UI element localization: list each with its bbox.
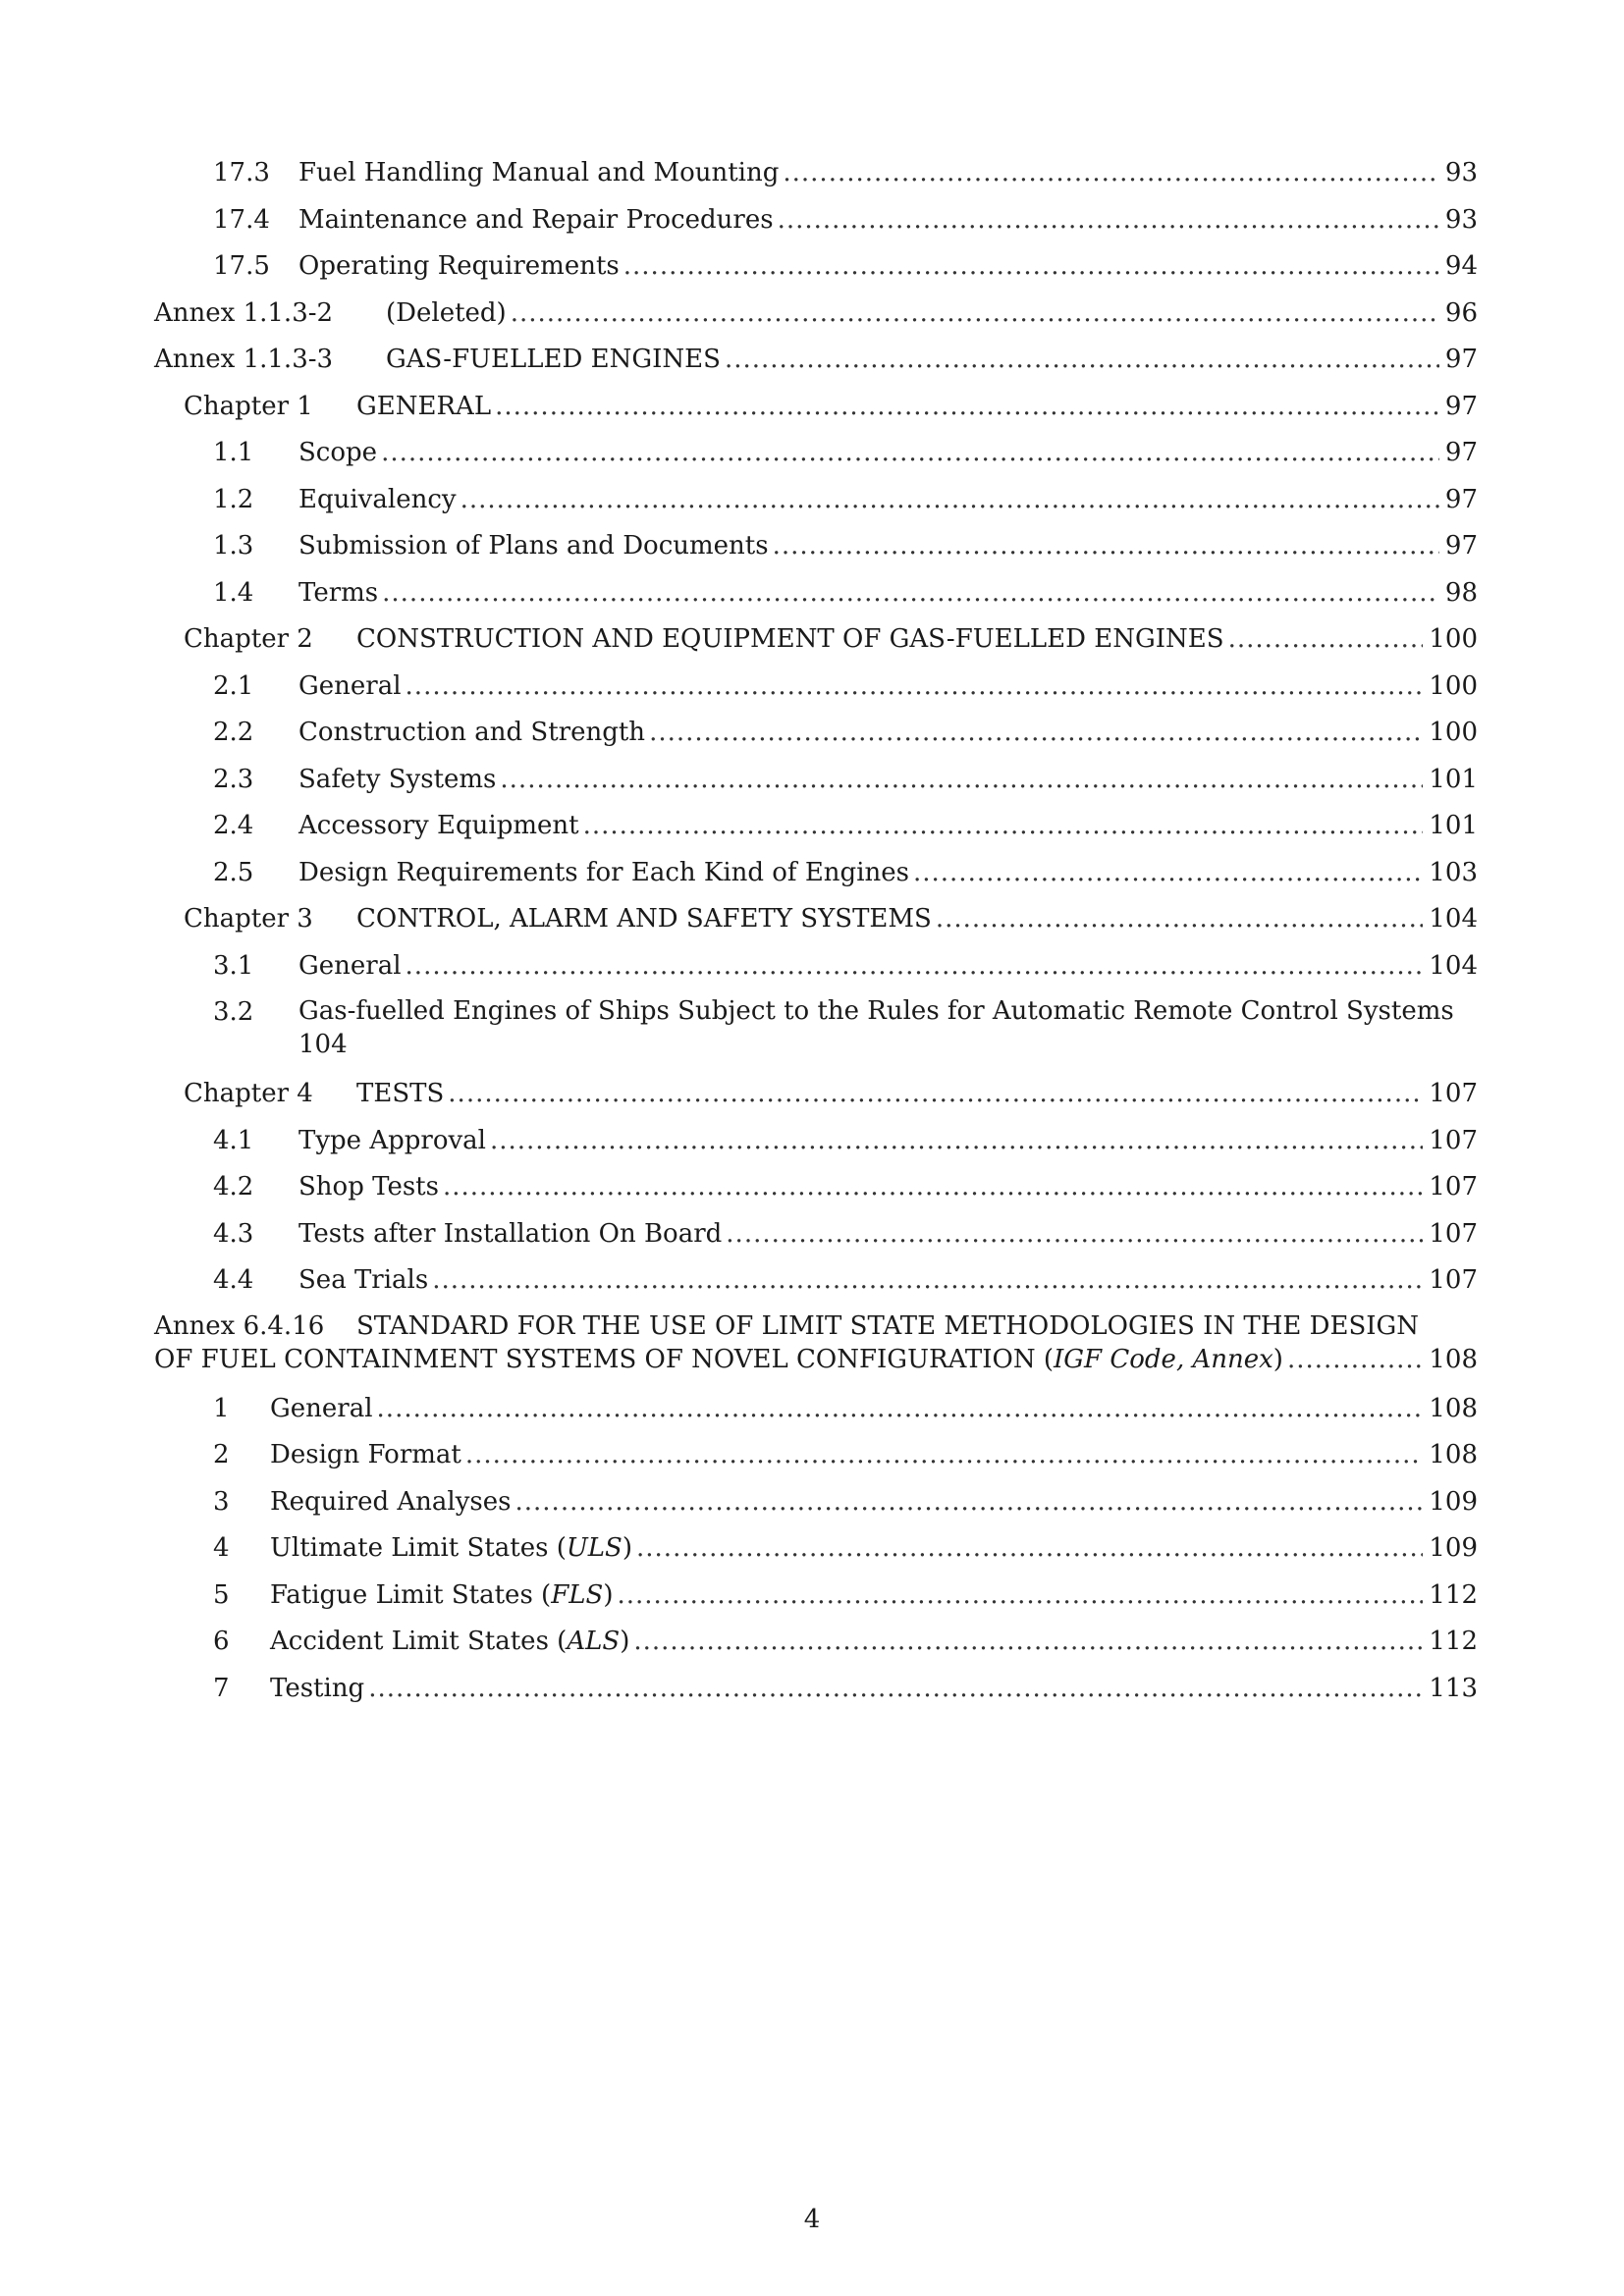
page-number: 4 xyxy=(803,2205,821,2234)
entry-number: 2.2 xyxy=(213,718,254,747)
entry-page: 107 xyxy=(1429,1125,1478,1155)
entry-page: 97 xyxy=(1444,484,1478,514)
dot-leader xyxy=(1287,1343,1423,1376)
dot-leader xyxy=(490,1123,1423,1158)
toc-entry[interactable] xyxy=(154,1622,1478,1669)
dot-leader xyxy=(432,1262,1423,1298)
dot-leader xyxy=(725,342,1439,377)
entry-page: 97 xyxy=(1444,531,1478,561)
entry-title: Construction and Strength xyxy=(298,718,646,747)
toc-entry-annex[interactable] xyxy=(154,294,1478,341)
entry-page: 112 xyxy=(1429,1627,1478,1656)
entry-title-italic: ALS xyxy=(567,1627,621,1656)
entry-number: 6 xyxy=(213,1627,230,1656)
entry-title-italic: ULS xyxy=(566,1533,623,1563)
entry-title: Sea Trials xyxy=(298,1265,429,1295)
entry-page: 104 xyxy=(1429,950,1478,981)
entry-number: 4.2 xyxy=(213,1172,254,1201)
toc-entry[interactable] xyxy=(154,433,1478,480)
entry-page: 93 xyxy=(1444,204,1478,235)
entry-title: General xyxy=(298,950,402,981)
entry-title-italic: IGF Code, Annex xyxy=(1054,1344,1273,1374)
entry-title-close: ) xyxy=(603,1579,614,1610)
entry-title-close: ) xyxy=(1272,1344,1283,1374)
dot-leader xyxy=(465,1437,1424,1472)
toc-entry[interactable] xyxy=(154,1575,1478,1623)
entry-title: Scope xyxy=(298,438,378,467)
dot-leader xyxy=(623,248,1439,284)
entry-title: Terms xyxy=(298,577,379,608)
entry-title-italic: FLS xyxy=(551,1579,604,1610)
entry-number: 4.4 xyxy=(213,1265,254,1295)
entry-page: 104 xyxy=(1429,904,1478,934)
dot-leader xyxy=(726,1216,1423,1252)
toc-entry-annex[interactable] xyxy=(154,1308,1478,1389)
dot-leader xyxy=(649,715,1423,750)
entry-number: Chapter 3 xyxy=(184,904,313,934)
entry-title: CONSTRUCTION AND EQUIPMENT OF GAS-FUELLED ENGINES xyxy=(356,624,1224,654)
dot-leader xyxy=(617,1577,1423,1613)
toc-entry[interactable] xyxy=(154,946,1478,993)
entry-number: 3 xyxy=(213,1486,230,1517)
entry-title-line1: STANDARD FOR THE USE OF LIMIT STATE METHODOLOGIES IN THE DESIGN xyxy=(356,1310,1420,1341)
entry-title: General xyxy=(270,1393,373,1423)
dot-leader xyxy=(783,155,1439,190)
entry-number: 7 xyxy=(213,1673,230,1703)
entry-number: Chapter 1 xyxy=(184,391,313,421)
entry-number: 2.4 xyxy=(213,811,254,840)
entry-page: 107 xyxy=(1429,1218,1478,1249)
entry-number: Annex 1.1.3-2 xyxy=(154,297,334,328)
entry-title: TESTS xyxy=(356,1079,445,1108)
toc-entry[interactable] xyxy=(154,667,1478,714)
entry-number: 2.1 xyxy=(213,670,254,701)
toc-entry-annex[interactable] xyxy=(154,340,1478,387)
entry-title: Operating Requirements xyxy=(298,251,620,281)
dot-leader xyxy=(500,762,1423,797)
entry-number: 3.2 xyxy=(213,997,254,1027)
entry-page: 113 xyxy=(1429,1673,1478,1703)
dot-leader xyxy=(636,1530,1423,1566)
entry-title: (Deleted) xyxy=(386,297,507,328)
toc-entry-chapter[interactable] xyxy=(154,899,1478,946)
entry-title-close: ) xyxy=(622,1533,633,1563)
entry-number: 1.2 xyxy=(213,484,254,514)
entry-title: GAS-FUELLED ENGINES xyxy=(386,345,721,374)
entry-title: Design Format xyxy=(270,1440,461,1469)
entry-title: Maintenance and Repair Procedures xyxy=(298,204,774,235)
entry-page: 100 xyxy=(1429,624,1478,654)
toc-entry[interactable] xyxy=(154,1214,1478,1261)
entry-title: Submission of Plans and Documents xyxy=(298,531,769,561)
entry-title: Accident Limit States ( xyxy=(270,1627,568,1656)
entry-page: 100 xyxy=(1429,670,1478,701)
dot-leader xyxy=(778,202,1439,238)
toc-entry[interactable] xyxy=(154,480,1478,527)
entry-title: Fuel Handling Manual and Mounting xyxy=(298,158,780,187)
entry-title: Tests after Installation On Board xyxy=(298,1218,723,1249)
dot-leader xyxy=(913,855,1423,890)
entry-page: 112 xyxy=(1429,1579,1478,1610)
entry-title: Safety Systems xyxy=(298,764,497,794)
entry-page: 103 xyxy=(1429,857,1478,887)
toc-entry-chapter[interactable] xyxy=(154,619,1478,667)
toc-entry[interactable] xyxy=(154,713,1478,760)
entry-page: 108 xyxy=(1429,1393,1478,1423)
entry-page: 104 xyxy=(298,1030,348,1059)
entry-title-line2: OF FUEL CONTAINMENT SYSTEMS OF NOVEL CONFIGURATION ( xyxy=(154,1344,1055,1374)
toc-entry[interactable] xyxy=(154,760,1478,807)
entry-title: Shop Tests xyxy=(298,1172,439,1201)
entry-number: 17.5 xyxy=(213,251,270,281)
toc-entry[interactable] xyxy=(154,1528,1478,1575)
toc-entry[interactable] xyxy=(154,806,1478,853)
dot-leader xyxy=(406,668,1424,704)
toc-entry[interactable] xyxy=(154,853,1478,900)
entry-page: 93 xyxy=(1444,158,1478,187)
toc-entry[interactable] xyxy=(154,1435,1478,1482)
entry-title: GENERAL xyxy=(356,391,492,421)
entry-title: Testing xyxy=(270,1673,365,1703)
entry-number: 17.3 xyxy=(213,158,270,187)
entry-title: Design Requirements for Each Kind of Engines xyxy=(298,857,909,887)
toc-entry[interactable] xyxy=(154,1669,1478,1716)
dot-leader xyxy=(495,389,1439,424)
dot-leader xyxy=(448,1076,1423,1111)
entry-page: 107 xyxy=(1429,1079,1478,1108)
entry-title: Accessory Equipment xyxy=(298,811,579,840)
entry-number: 17.4 xyxy=(213,204,270,235)
entry-title: Gas-fuelled Engines of Ships Subject to the Rules for Automatic Remote Control Systems xyxy=(298,996,1454,1026)
toc-entry[interactable] xyxy=(154,1260,1478,1308)
entry-page: 109 xyxy=(1429,1486,1478,1517)
toc-entry[interactable] xyxy=(154,1121,1478,1168)
entry-number: Annex 1.1.3-3 xyxy=(154,345,334,374)
entry-page: 98 xyxy=(1444,577,1478,608)
dot-leader xyxy=(936,901,1424,936)
entry-number: 1 xyxy=(213,1393,230,1423)
entry-title: Required Analyses xyxy=(270,1486,512,1517)
entry-page: 101 xyxy=(1429,811,1478,840)
entry-title: Type Approval xyxy=(298,1125,486,1155)
dot-leader xyxy=(460,482,1439,517)
entry-number: 1.4 xyxy=(213,577,254,608)
toc-entry[interactable] xyxy=(154,153,1478,200)
entry-page: 108 xyxy=(1429,1344,1478,1374)
toc-entry-chapter[interactable] xyxy=(154,387,1478,434)
entry-number: Annex 6.4.16 xyxy=(154,1310,325,1341)
dot-leader xyxy=(633,1624,1423,1659)
entry-page: 107 xyxy=(1429,1172,1478,1201)
entry-title: Fatigue Limit States ( xyxy=(270,1579,552,1610)
entry-number: 4 xyxy=(213,1533,230,1563)
toc-entry[interactable] xyxy=(154,992,1478,1074)
dot-leader xyxy=(773,528,1439,563)
entry-number: 1.3 xyxy=(213,531,254,561)
entry-number: 1.1 xyxy=(213,438,254,467)
entry-title-close: ) xyxy=(620,1627,630,1656)
entry-title: Equivalency xyxy=(298,484,457,514)
entry-page: 101 xyxy=(1429,764,1478,794)
entry-page: 96 xyxy=(1444,297,1478,328)
entry-page: 97 xyxy=(1444,345,1478,374)
toc-entry[interactable] xyxy=(154,1167,1478,1214)
entry-number: Chapter 2 xyxy=(184,624,313,654)
dot-leader xyxy=(511,295,1439,331)
toc-entry[interactable] xyxy=(154,246,1478,294)
entry-number: 2 xyxy=(213,1440,230,1469)
toc-entry[interactable] xyxy=(154,526,1478,573)
entry-number: Chapter 4 xyxy=(184,1079,313,1108)
entry-number: 4.3 xyxy=(213,1218,254,1249)
dot-leader xyxy=(368,1671,1423,1706)
entry-page: 107 xyxy=(1429,1265,1478,1295)
entry-page: 108 xyxy=(1429,1440,1478,1469)
entry-number: 5 xyxy=(213,1579,230,1610)
dot-leader xyxy=(406,948,1424,984)
entry-number: 2.3 xyxy=(213,764,254,794)
dot-leader xyxy=(382,575,1439,611)
toc-entry-chapter[interactable] xyxy=(154,1074,1478,1121)
entry-page: 97 xyxy=(1444,391,1478,421)
entry-page: 94 xyxy=(1444,251,1478,281)
entry-number: 4.1 xyxy=(213,1125,254,1155)
toc-entry[interactable] xyxy=(154,1389,1478,1436)
entry-title: Ultimate Limit States ( xyxy=(270,1533,567,1563)
dot-leader xyxy=(583,808,1424,843)
dot-leader xyxy=(377,1391,1424,1426)
dot-leader xyxy=(1228,621,1424,657)
entry-page: 97 xyxy=(1444,438,1478,467)
dot-leader xyxy=(515,1484,1424,1520)
entry-title: General xyxy=(298,670,402,701)
dot-leader xyxy=(381,435,1439,470)
toc-entry[interactable] xyxy=(154,1482,1478,1529)
toc-entry[interactable] xyxy=(154,573,1478,620)
entry-number: 3.1 xyxy=(213,950,254,981)
table-of-contents xyxy=(154,153,1478,1715)
dot-leader xyxy=(443,1169,1423,1204)
toc-entry[interactable] xyxy=(154,200,1478,247)
entry-number: 2.5 xyxy=(213,857,254,887)
entry-page: 100 xyxy=(1429,718,1478,747)
entry-page: 109 xyxy=(1429,1533,1478,1563)
entry-title: CONTROL, ALARM AND SAFETY SYSTEMS xyxy=(356,904,932,934)
